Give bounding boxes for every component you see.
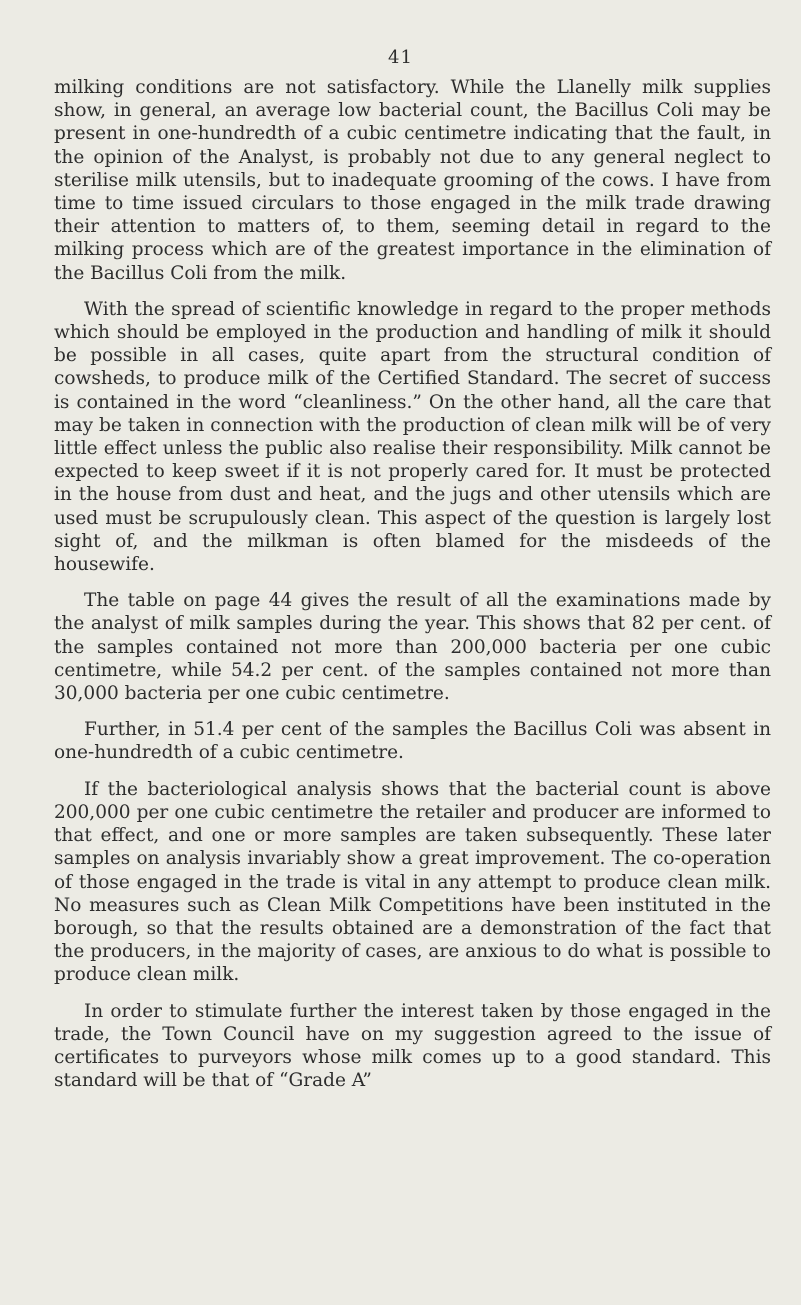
paragraph-milking-conditions: milking conditions are not satisfactory. While the Llanelly milk supplies show, in general, an average low bacterial count, the Bacillus Coli may be present in one-hundredth of a cubic centimetre indicating that the fault, in the opinion of the Analyst, is probably not due to any general neglect to sterilise milk utensils, but to inadequate grooming of the cows. I have from time to time issued circulars to those engaged in the milk trade drawing their attention to matters of, to them, seeming detail in regard to the milking process which are of the greatest importance in the elimination of the Bacillus Coli from the milk.	[54, 77, 771, 284]
page-number: 41	[388, 47, 413, 68]
paragraph-table-results: The table on page 44 gives the result of all the examinations made by the analyst of milk samples during the year. This shows that 82 per cent. of the samples contained not more than 200,000 bacteria per one cubic centimetre, while 54.2 per cent. of the samples contained not more than 30,000 bacteria per one cubic centimetre.	[54, 590, 771, 705]
paragraph-certificates: In order to stimulate further the interest taken by those engaged in the trade, the Town Council have on my suggestion agreed to the issue of certificates to purveyors whose milk comes up to a good standard. This standard will be that of “Grade A”	[54, 1000, 771, 1092]
paragraph-scientific-knowledge: With the spread of scientific knowledge in regard to the proper methods which should be employed in the production and handling of milk it should be possible in all cases, quite apart from the structural condition of cowsheds, to produce milk of the Certified Standard. The secret of success is contained in the word “cleanliness.” On the other hand, all the care that may be taken in connection with the production of clean milk will be of very little effect unless the public also realise their responsibility. Milk cannot be expected to keep sweet if it is not properly cared for. It must be protected in the house from dust and heat, and the jugs and other utensils which are used must be scrupulously clean. This aspect of the question is largely lost sight of, and the milkman is often blamed for the misdeeds of the housewife.	[54, 298, 771, 576]
body-text	[54, 76, 771, 1105]
paragraph-bacteriological-analysis: If the bacteriological analysis shows that the bacterial count is above 200,000 per one cubic centimetre the retailer and producer are informed to that effect, and one or more samples are taken subsequently. These later samples on analysis invariably show a great improvement. The co-operation of those engaged in the trade is vital in any attempt to produce clean milk. No measures such as Clean Milk Competitions have been instituted in the borough, so that the results obtained are a demonstration of the fact that the producers, in the majority of cases, are anxious to do what is possible to produce clean milk.	[54, 778, 771, 986]
paragraph-bacillus-coli-absent: Further, in 51.4 per cent of the samples the Bacillus Coli was absent in one-hundredth of a cubic centimetre.	[54, 719, 771, 764]
